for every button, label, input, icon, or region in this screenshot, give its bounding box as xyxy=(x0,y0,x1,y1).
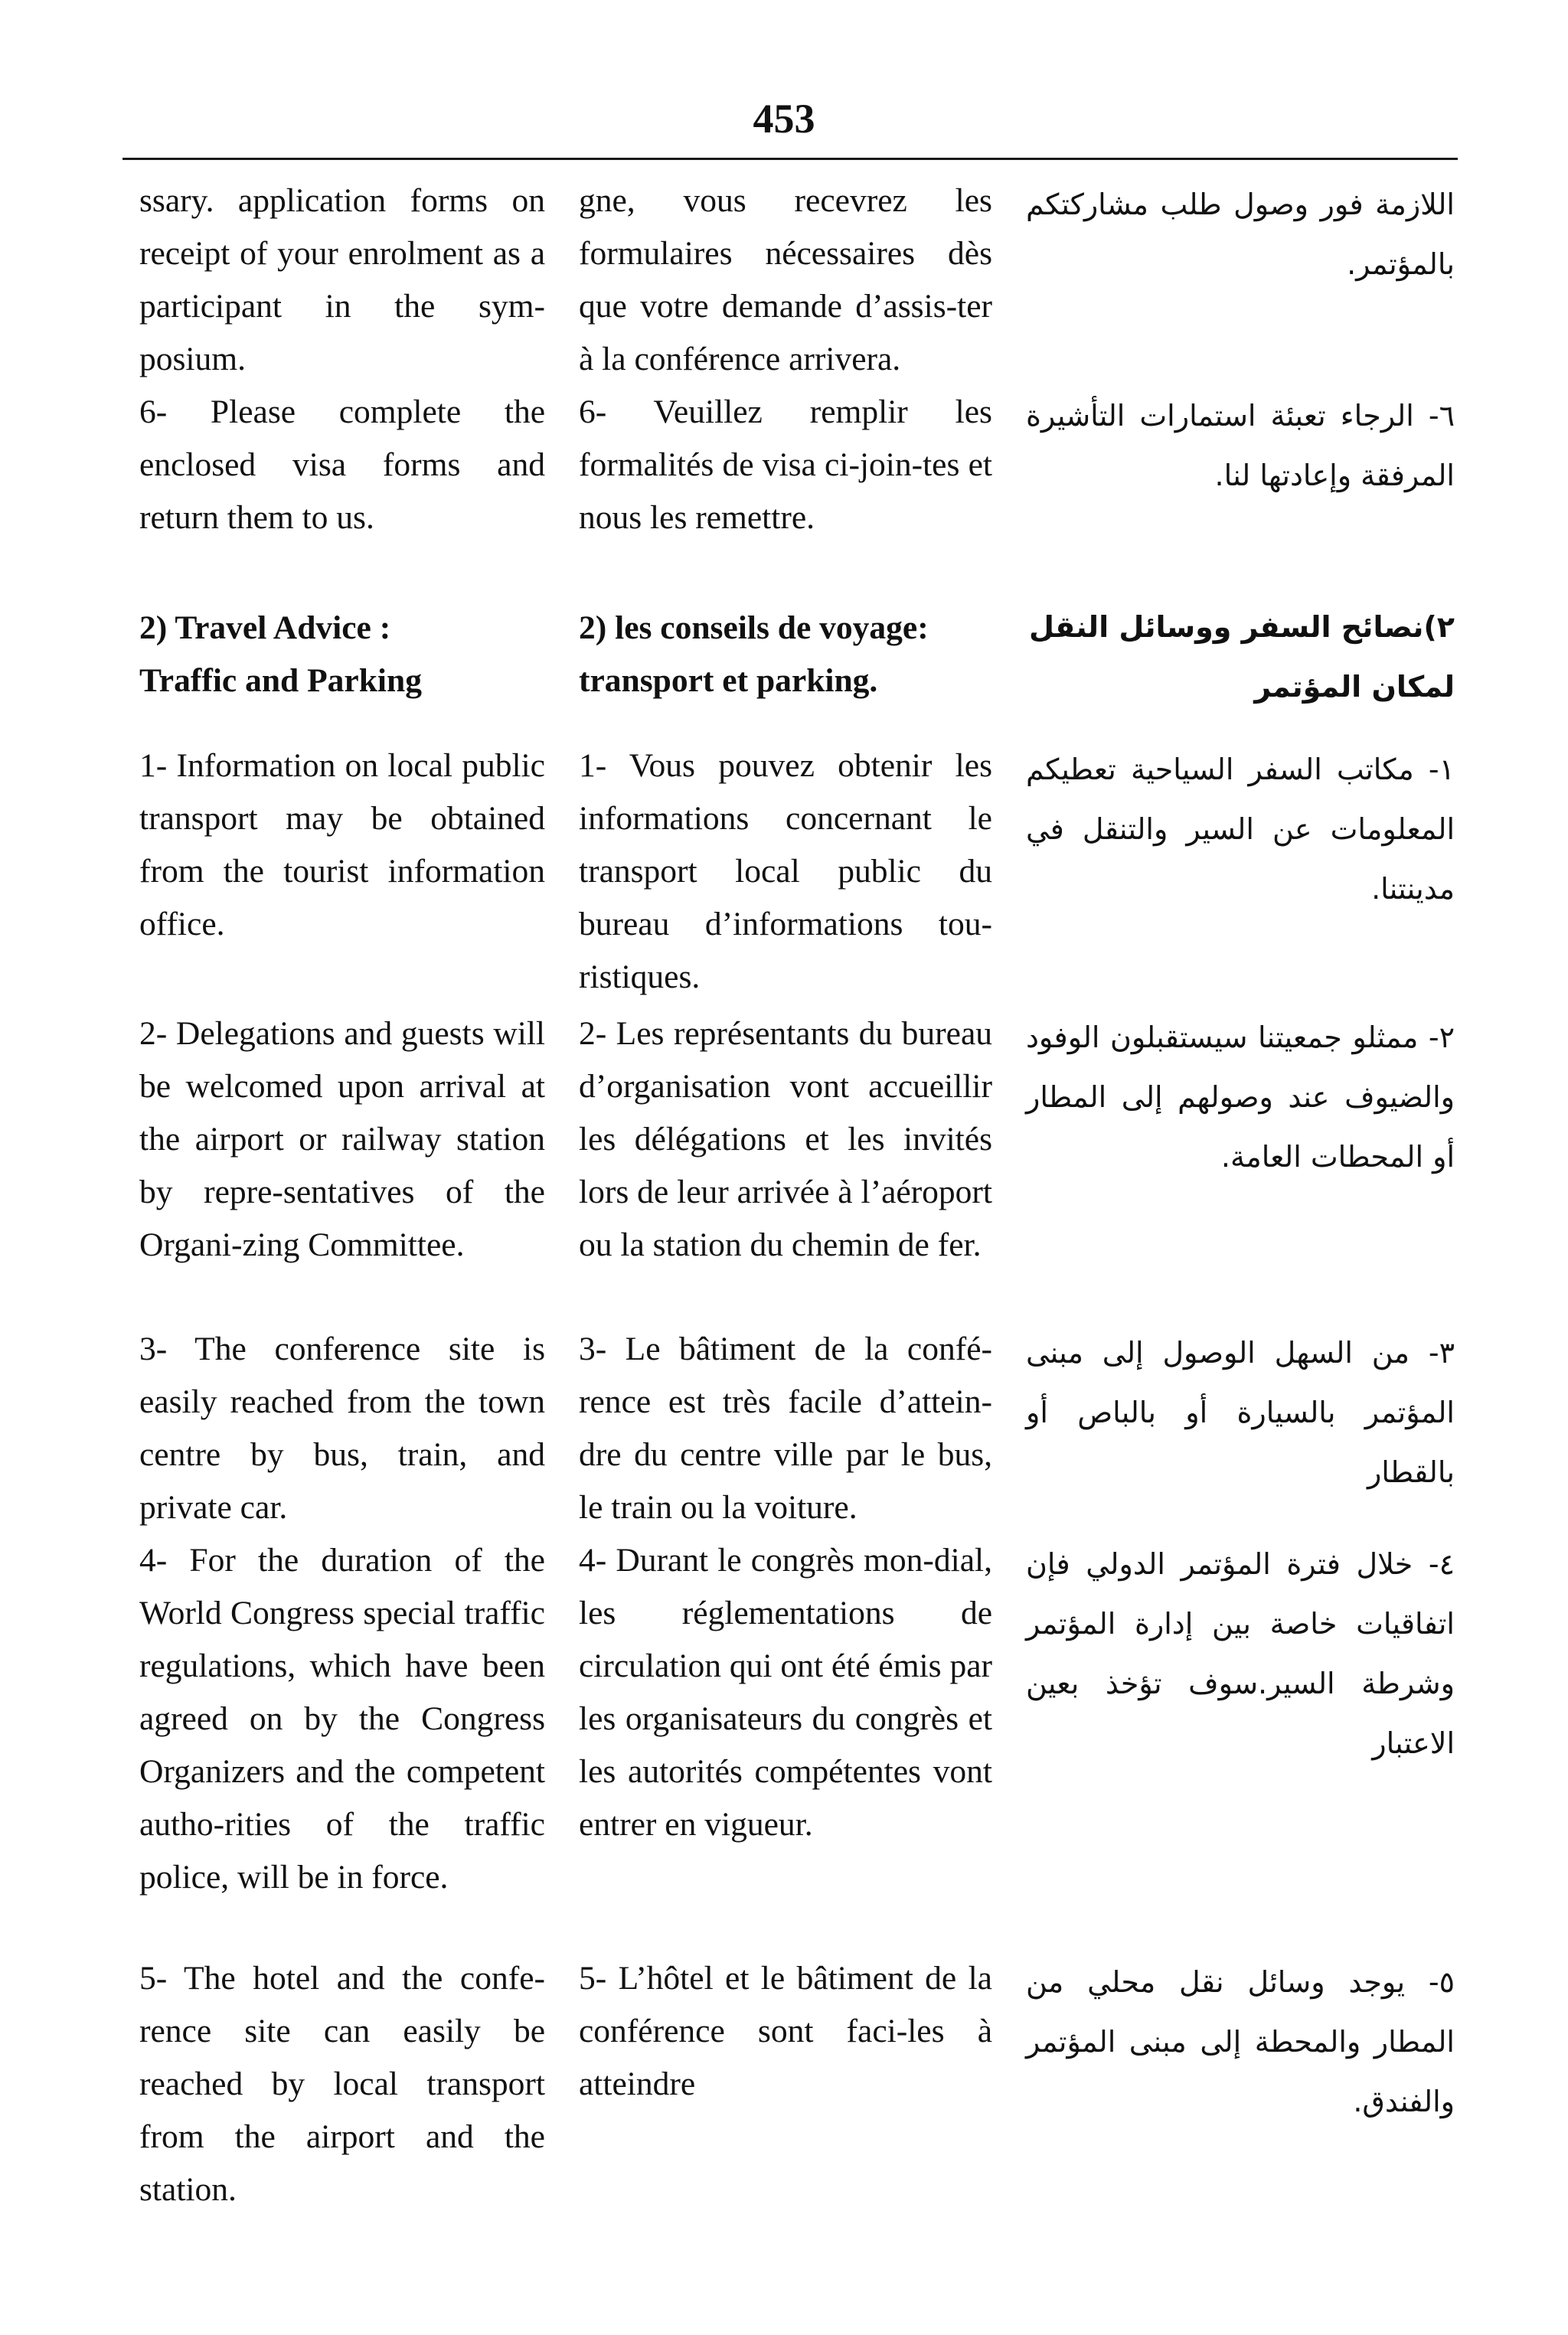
english-item-1: 1- Information on local public transport may be obtained from the tourist information office. xyxy=(139,747,545,942)
french-item-1: 1- Vous pouvez obtenir les informations concernant le transport local public du bureau d’informations tou-ristiques. xyxy=(579,747,992,995)
english-item-4: 4- For the duration of the World Congress special traffic regulations, which have been agreed on by the Congress Organizers and the competent autho-rities of the traffic police, will be in force. xyxy=(139,1542,545,1896)
french-intro-paragraph: gne, vous recevrez les formulaires nécessaires dès que votre demande d’assis-ter à la conférence arrivera. xyxy=(579,182,992,377)
french-section-heading: 2) les conseils de voyage: transport et parking. xyxy=(579,609,929,699)
french-item-3: 3- Le bâtiment de la confé-rence est très facile d’attein-dre du centre ville par le bus, le train ou la voiture. xyxy=(579,1331,992,1526)
arabic-item-3: ٣- من السهل الوصول إلى مبنى المؤتمر بالسيارة أو بالباص أو بالقطار xyxy=(1026,1336,1455,1489)
arabic-item-5: ٥- يوجد وسائل نقل محلي من المطار والمحطة إلى مبنى المؤتمر والفندق. xyxy=(1026,1965,1455,2118)
english-item-6: 6- Please complete the enclosed visa forms and return them to us. xyxy=(139,394,545,536)
french-item-5: 5- L’hôtel et le bâtiment de la conférence sont faci-les à atteindre xyxy=(579,1960,992,2102)
english-section-heading: 2) Travel Advice : Traffic and Parking xyxy=(139,609,422,699)
english-intro-paragraph: ssary. application forms on receipt of your enrolment as a participant in the sym-posium. xyxy=(139,182,545,377)
arabic-section-heading: ٢)نصائح السفر ووسائل النقل لمكان المؤتمر xyxy=(1029,610,1455,704)
french-item-6: 6- Veuillez remplir les formalités de visa ci-join-tes et nous les remettre. xyxy=(579,394,992,536)
english-item-3: 3- The conference site is easily reached from the town centre by bus, train, and private car. xyxy=(139,1331,545,1526)
arabic-item-2: ٢- ممثلو جمعيتنا سيستقبلون الوفود والضيوف عند وصولهم إلى المطار أو المحطات العامة. xyxy=(1026,1021,1455,1174)
french-item-2: 2- Les représentants du bureau d’organisation vont accueillir les délégations et les invités lors de leur arrivée à l’aéroport ou la station du chemin de fer. xyxy=(579,1015,992,1263)
header-rule xyxy=(122,158,1458,160)
arabic-item-4: ٤- خلال فترة المؤتمر الدولي فإن اتفاقيات خاصة بين إدارة المؤتمر وشرطة السير.سوف تؤخذ بعين الاعتبار xyxy=(1026,1547,1455,1760)
arabic-item-1: ١- مكاتب السفر السياحية تعطيكم المعلومات عن السير والتنقل في مدينتنا. xyxy=(1026,753,1455,906)
english-item-5: 5- The hotel and the confe-rence site can easily be reached by local transport from the airport and the station. xyxy=(139,1960,545,2208)
arabic-item-6: ٦- الرجاء تعبئة استمارات التأشيرة المرفقة وإعادتها لنا. xyxy=(1026,399,1455,492)
arabic-intro-paragraph: اللازمة فور وصول طلب مشاركتكم بالمؤتمر. xyxy=(1026,188,1455,281)
french-item-4: 4- Durant le congrès mon-dial, les réglementations de circulation qui ont été émis par les organisateurs du congrès et les autorités compétentes vont entrer en vigueur. xyxy=(579,1542,992,1843)
page-number: 453 xyxy=(753,96,815,142)
english-item-2: 2- Delegations and guests will be welcomed upon arrival at the airport or railway station by repre-sentatives of the Organi-zing Committee. xyxy=(139,1015,545,1263)
